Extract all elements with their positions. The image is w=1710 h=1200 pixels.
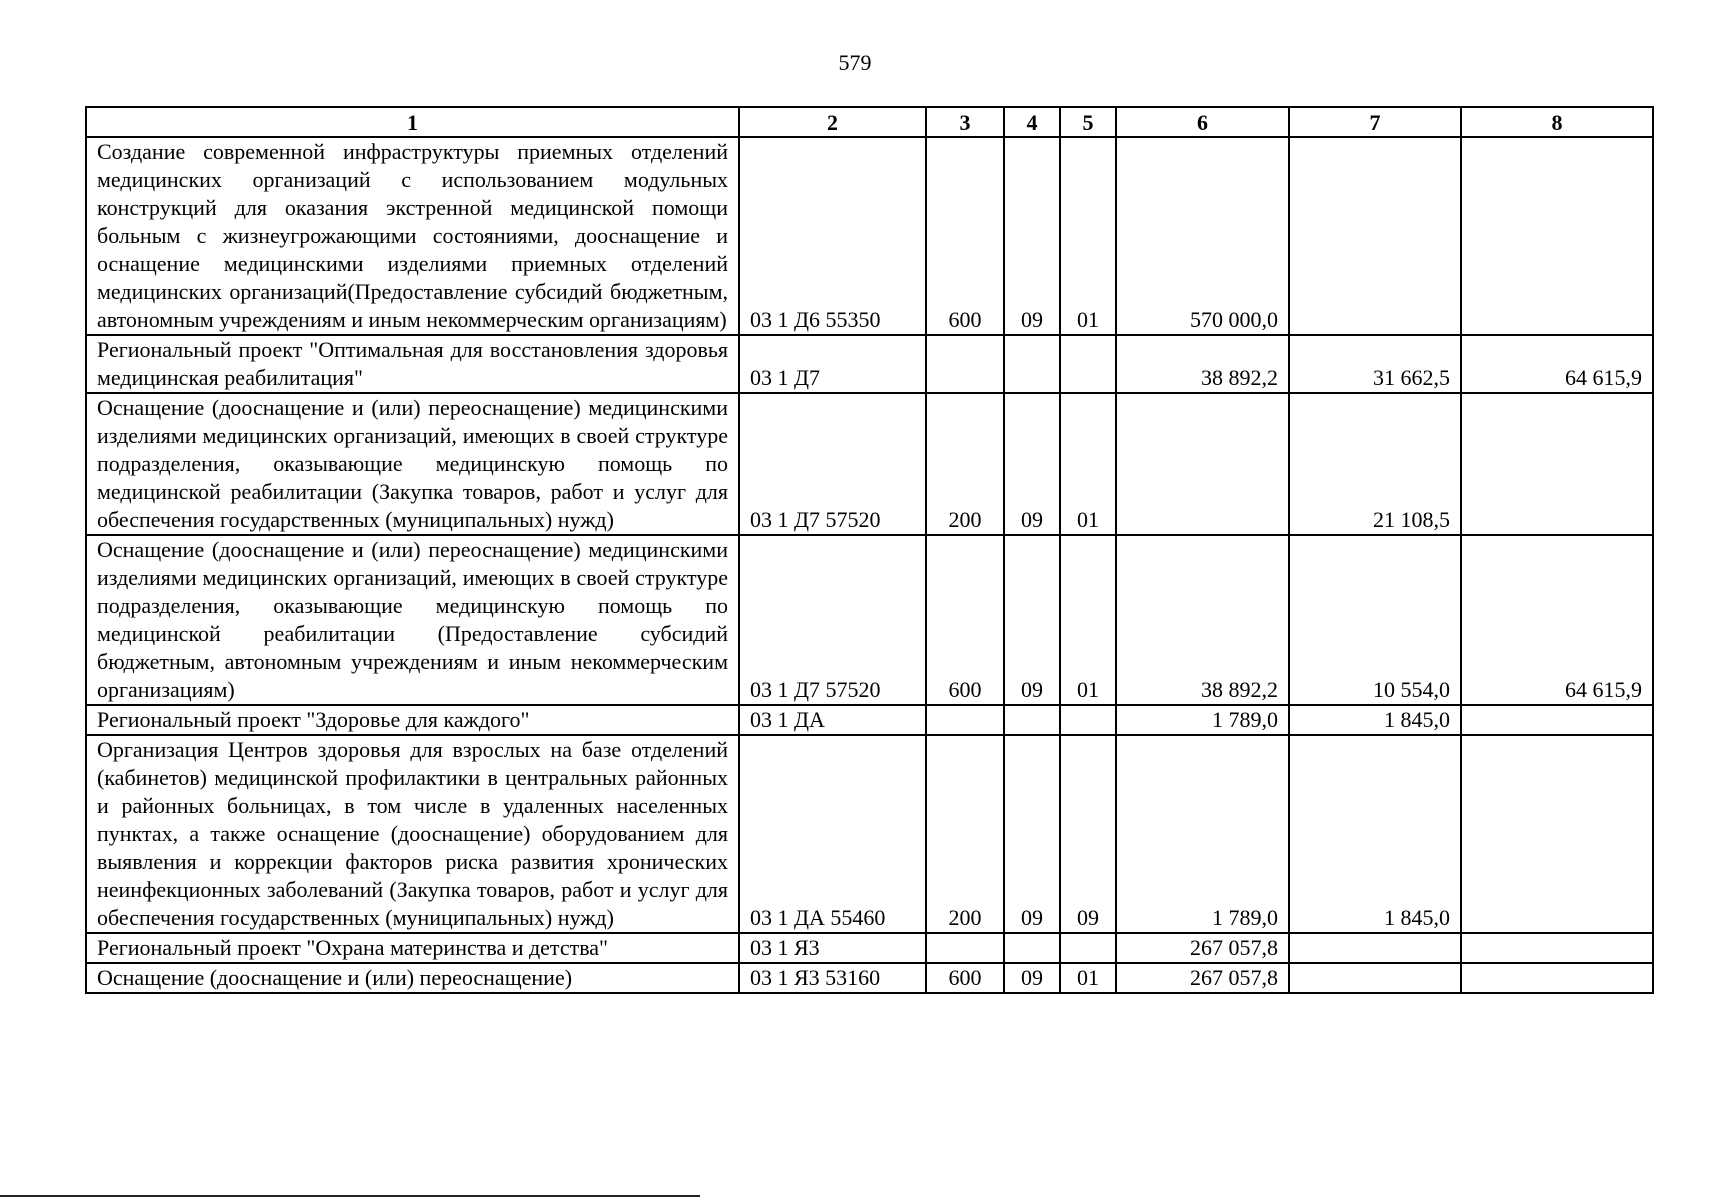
table-row [86,137,1653,335]
section-cell: 09 [1004,393,1060,535]
amount-col7-cell: 1 845,0 [1289,705,1461,735]
amount-col8-cell [1461,963,1653,993]
subsection-cell: 01 [1060,137,1116,335]
amount-col6-cell: 1 789,0 [1116,735,1289,933]
table-row [86,735,1653,933]
expense-type-cell [926,705,1004,735]
subsection-cell [1060,335,1116,393]
amount-col6-cell: 1 789,0 [1116,705,1289,735]
bottom-rule [0,1195,700,1197]
header-row [86,107,1653,137]
amount-col8-cell: 64 615,9 [1461,335,1653,393]
expense-name-cell: Оснащение (дооснащение и (или) переоснащение) медицинскими изделиями медицинских организаций, имеющих в своей структуре подразделения, оказывающие медицинскую помощь по медицинской реабилитации (Предоставление субсидий бюджетным, автономным учреждениям и иным некоммерческим организациям) [86,535,739,705]
section-cell: 09 [1004,735,1060,933]
amount-col7-cell: 1 845,0 [1289,735,1461,933]
subsection-cell: 01 [1060,393,1116,535]
column-header: 8 [1461,107,1653,137]
amount-col8-cell [1461,137,1653,335]
table-row [86,335,1653,393]
amount-col8-cell: 64 615,9 [1461,535,1653,705]
subsection-cell: 09 [1060,735,1116,933]
column-header: 7 [1289,107,1461,137]
expense-name-cell: Региональный проект "Оптимальная для восстановления здоровья медицинская реабилитация" [86,335,739,393]
column-header: 5 [1060,107,1116,137]
page-number: 579 [838,50,872,75]
section-cell [1004,933,1060,963]
expense-name-cell: Региональный проект "Охрана материнства и детства" [86,933,739,963]
amount-col6-cell: 570 000,0 [1116,137,1289,335]
amount-col7-cell: 21 108,5 [1289,393,1461,535]
table-row [86,963,1653,993]
column-header: 3 [926,107,1004,137]
target-code-cell: 03 1 ДА 55460 [739,735,926,933]
amount-col8-cell [1461,735,1653,933]
amount-col6-cell: 267 057,8 [1116,933,1289,963]
amount-col7-cell: 10 554,0 [1289,535,1461,705]
amount-col6-cell [1116,393,1289,535]
amount-col6-cell: 38 892,2 [1116,335,1289,393]
expense-type-cell: 600 [926,137,1004,335]
amount-col6-cell: 267 057,8 [1116,963,1289,993]
expense-name-cell: Оснащение (дооснащение и (или) переоснащение) [86,963,739,993]
table-row [86,705,1653,735]
amount-col7-cell [1289,963,1461,993]
expense-name-cell: Оснащение (дооснащение и (или) переоснащение) медицинскими изделиями медицинских организаций, имеющих в своей структуре подразделения, оказывающие медицинскую помощь по медицинской реабилитации (Закупка товаров, работ и услуг для обеспечения государственных (муниципальных) нужд) [86,393,739,535]
column-header: 4 [1004,107,1060,137]
column-header: 1 [86,107,739,137]
amount-col6-cell: 38 892,2 [1116,535,1289,705]
expense-type-cell: 200 [926,393,1004,535]
table-row [86,535,1653,705]
column-header: 2 [739,107,926,137]
budget-table [85,106,1654,994]
subsection-cell: 01 [1060,535,1116,705]
expense-type-cell [926,335,1004,393]
target-code-cell: 03 1 ДА [739,705,926,735]
column-header: 6 [1116,107,1289,137]
target-code-cell: 03 1 Д7 57520 [739,535,926,705]
target-code-cell: 03 1 Я3 [739,933,926,963]
expense-type-cell [926,933,1004,963]
amount-col7-cell [1289,137,1461,335]
section-cell: 09 [1004,535,1060,705]
section-cell: 09 [1004,963,1060,993]
amount-col8-cell [1461,393,1653,535]
section-cell: 09 [1004,137,1060,335]
target-code-cell: 03 1 Я3 53160 [739,963,926,993]
subsection-cell [1060,933,1116,963]
table-row [86,933,1653,963]
amount-col8-cell [1461,933,1653,963]
target-code-cell: 03 1 Д7 [739,335,926,393]
table-row [86,393,1653,535]
target-code-cell: 03 1 Д7 57520 [739,393,926,535]
section-cell [1004,705,1060,735]
section-cell [1004,335,1060,393]
amount-col8-cell [1461,705,1653,735]
expense-name-cell: Организация Центров здоровья для взрослых на базе отделений (кабинетов) медицинской профилактики в центральных районных и районных больницах, в том числе в удаленных населенных пунктах, а также оснащение (дооснащение) оборудованием для выявления и коррекции факторов риска развития хронических неинфекционных заболеваний (Закупка товаров, работ и услуг для обеспечения государственных (муниципальных) нужд) [86,735,739,933]
subsection-cell: 01 [1060,963,1116,993]
target-code-cell: 03 1 Д6 55350 [739,137,926,335]
subsection-cell [1060,705,1116,735]
expense-name-cell: Создание современной инфраструктуры приемных отделений медицинских организаций с использованием модульных конструкций для оказания экстренной медицинской помощи больным с жизнеугрожающими состояниями, дооснащение и оснащение медицинскими изделиями приемных отделений медицинских организаций(Предоставление субсидий бюджетным, автономным учреждениям и иным некоммерческим организациям) [86,137,739,335]
expense-name-cell: Региональный проект "Здоровье для каждого" [86,705,739,735]
expense-type-cell: 600 [926,535,1004,705]
expense-type-cell: 200 [926,735,1004,933]
amount-col7-cell [1289,933,1461,963]
expense-type-cell: 600 [926,963,1004,993]
amount-col7-cell: 31 662,5 [1289,335,1461,393]
